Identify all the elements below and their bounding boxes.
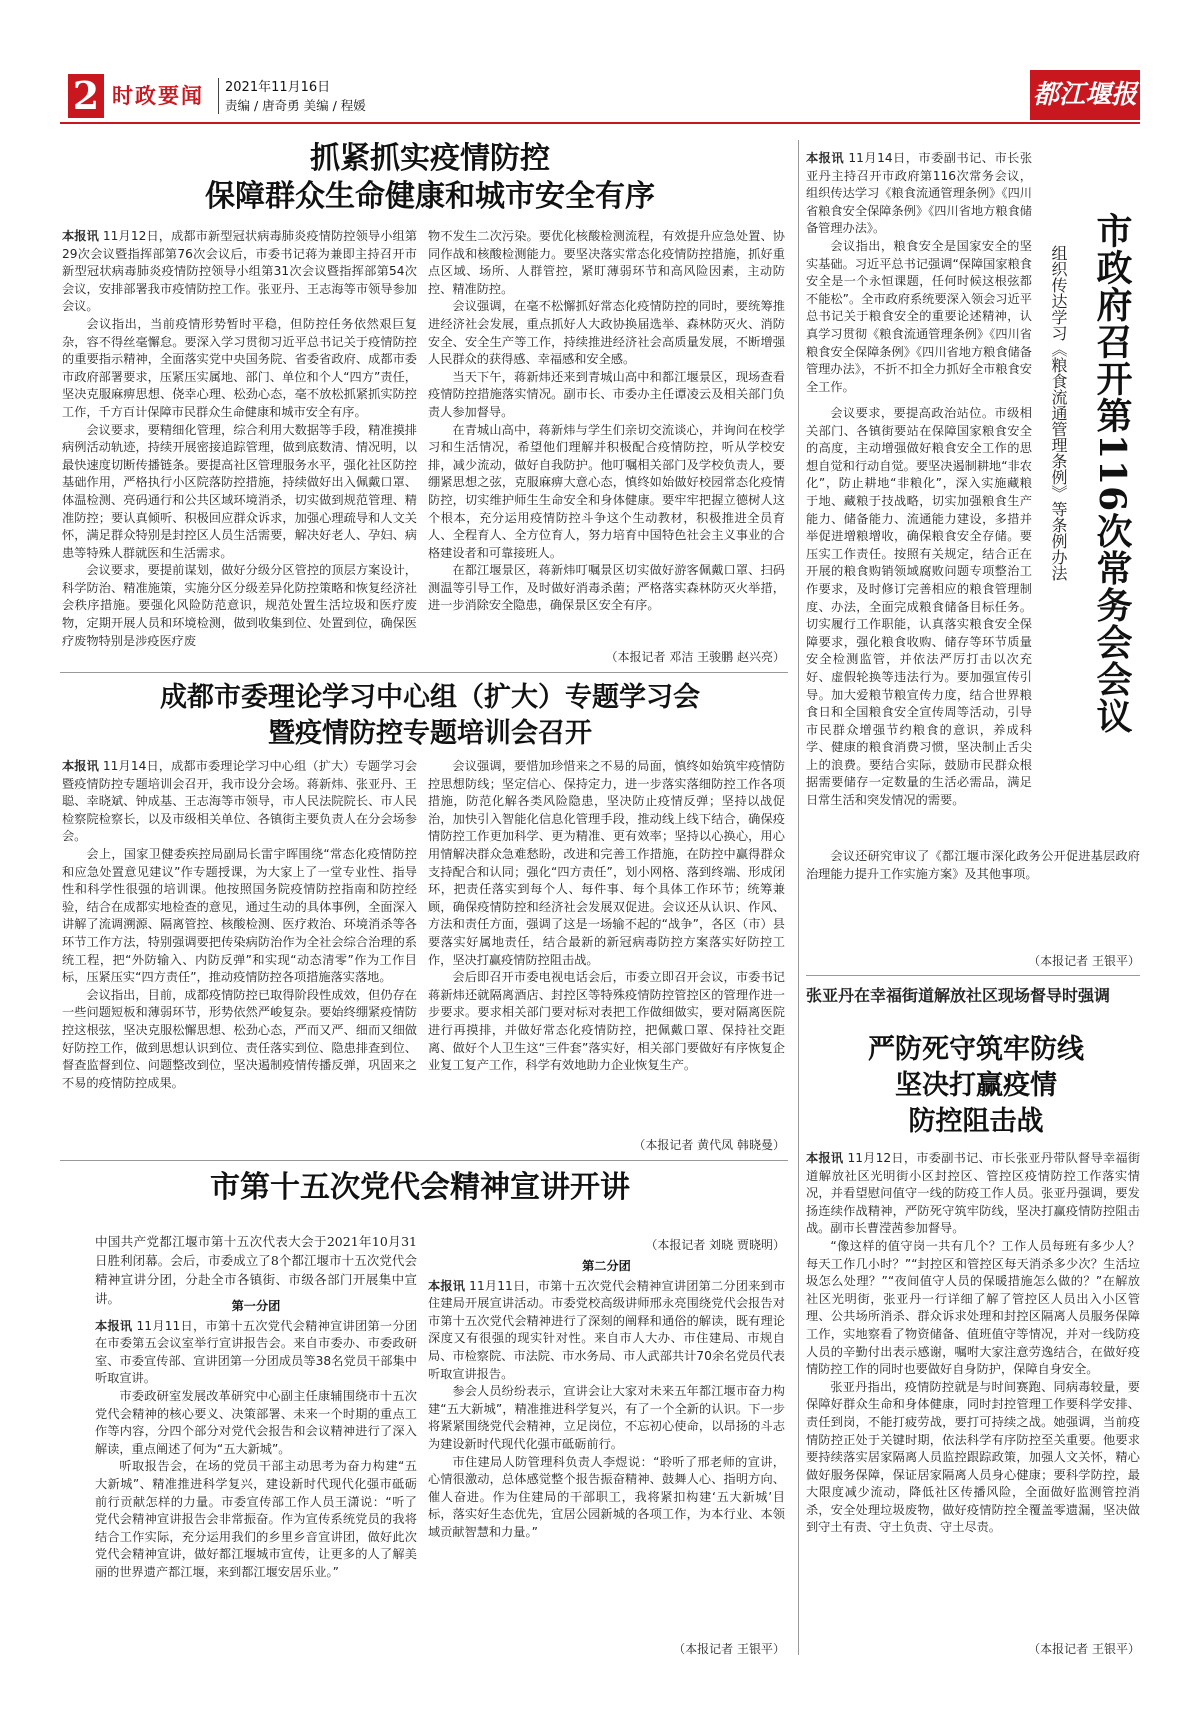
article-column (62, 758, 417, 1153)
headline-line: 保障群众生命健康和城市安全有序 (205, 179, 655, 214)
body-paragraph: 在都江堰景区，蒋新炜叮嘱景区切实做好游客佩戴口罩、扫码测温等引导工作，及时做好消毒杀菌；严格落实森林防灭火举措，进一步消除安全隐患，确保景区安全有序。 (428, 563, 785, 613)
page-number: 2 (68, 74, 104, 118)
lead-keyword: 本报讯 (428, 1278, 466, 1293)
article-headline (80, 680, 780, 752)
body-paragraph: 参会人员纷纷表示，宣讲会让大家对未来五年都江堰市奋力构建“五大新城”，精准推进科学复兴，有了一个全新的认识。下一步将紧紧围绕党代会精神，立足岗位，不忘初心使命，以昂扬的斗志为建设新时代现代化强市砥砺前行。 (428, 1384, 785, 1451)
article-headline (806, 1032, 1146, 1140)
body-paragraph: 会议强调，在毫不松懈抓好常态化疫情防控的同时，要统筹推进经济社会发展，重点抓好人大政协换届选举、森林防灭火、消防安全、安全生产等工作，持续推进经济社会高质量发展，不断增强人民群众的获得感、幸福感和安全感。 (428, 299, 785, 367)
lead-paragraph (806, 1150, 1140, 1238)
byline: （本报记者 王银平） (673, 1642, 785, 1656)
headline-line: 成都市委理论学习中心组（扩大）专题学习会 (160, 682, 700, 713)
lead-keyword: 本报讯 (62, 759, 99, 773)
lead-keyword: 本报讯 (806, 1151, 844, 1165)
lead-text: 11月11日，市第十五次党代会精神宣讲团第一分团在市委第五会议室举行宣讲报告会。来自市委办、市委政研室、市委宣传部、宣讲团第一分团成员等38名党员干部集中听取宣讲。 (95, 1318, 418, 1386)
body-paragraph: 市委政研室发展改革研究中心副主任康辅围绕市十五次党代会精神的核心要义、决策部署、未来一个时期的重点工作等内容，分四个部分对党代会报告和会议精神进行了深入解读，重点阐述了何为“五大新城”。 (95, 1388, 417, 1456)
headline-line: 防控阻击战 (908, 1106, 1044, 1137)
vertical-subheadline: 组织传达学习《粮食流通管理条例》等条例办法 (1049, 245, 1068, 581)
byline: （本报记者 王银平） (1028, 954, 1140, 968)
body-paragraph: 市住建局人防管理科负责人李煜说：“聆听了邢老师的宣讲，心情很激动，总体感觉整个报告振奋精神、鼓舞人心、指明方向、催人奋进。作为住建局的干部职工，我将紧扣构建‘五大新城’目标，落实好生态优先，宜居公园新城的各项工作，为本行业、本领域贡献智慧和力量。” (428, 1454, 785, 1539)
issue-date: 2021年11月16日 (225, 80, 331, 95)
body-paragraph: 会上，国家卫健委疾控局副局长雷宇晖围绕“常态化疫情防控和应急处置意见建议”作专题授课，为大家上了一堂专业性、指导性和科学性很强的培训课。他按照国务院疫情防控指南和防控经验，结合在成都实地检查的意见，通过生动的具体事例，全面深入讲解了流调溯源、隔离管控、核酸检测、医疗救治、环境消杀等各环节工作方法，特别强调要把传染病防治作为全社会综合治理的系统工程，把“外防输入、内防反弹”和实现“动态清零”作为工作目标，压紧压实“四方责任”，推动疫情防控各项措施落实落地。 (62, 846, 417, 985)
subsection-heading: 第二分团 (582, 1259, 631, 1273)
section-divider (60, 1160, 788, 1161)
body-paragraph: 当天下午，蒋新炜还来到青城山高中和都江堰景区，现场查看疫情防控措施落实情况。副市长、市委办主任谭凌云及相关部门负责人参加督导。 (428, 369, 785, 419)
lead-text: 11月12日，市委副书记、市长张亚丹带队督导幸福街道解放社区光明街小区封控区、管控区疫情防控工作落实情况，并看望慰问值守一线的防疫工作人员。张亚丹强调，要发扬连续作战精神，严防死守筑牢防线，坚决打赢疫情防控阻击战。副市长曹滢茜参加督导。 (806, 1151, 1141, 1236)
lead-keyword: 本报讯 (806, 151, 845, 165)
article-column (95, 1296, 417, 1656)
body-paragraph: 会议指出，粮食安全是国家安全的坚实基础。习近平总书记强调“保障国家粮食安全是一个永恒课题，任何时候这根弦都不能松”。全市政府系统要深入领会习近平总书记关于粮食安全的重要论述精神，认真学习贯彻《粮食流通管理条例》《四川省粮食安全保障条例》《四川省地方粮食储备管理办法》，不折不扣全力抓好全市粮食安全工作。 (806, 238, 1032, 394)
body-paragraph: 会后即召开市委电视电话会后，市委立即召开会议，市委书记蒋新炜还就隔离酒店、封控区等特殊疫情防控管控区的管理作进一步要求。要求相关部门要对标对表把工作做细做实，要对隔离医院进行再摸排，并做好常态化疫情防控，把佩戴口罩、保持社交距离、做好个人卫生这“三件套”落实好，相关部门要做好有序恢复企业复工复产工作，科学有效地助力企业恢复生产。 (428, 970, 785, 1073)
headline-line: 抓紧抓实疫情防控 (310, 141, 550, 176)
newspaper-logo: 都江堰报 (1030, 70, 1140, 120)
article-column (428, 228, 785, 633)
lead-paragraph (428, 1278, 785, 1384)
header-rule (60, 122, 1140, 124)
article-headline (80, 140, 780, 216)
lead-paragraph (95, 1318, 417, 1388)
body-paragraph: 会议还研究审议了《都江堰市深化政务公开促进基层政府治理能力提升工作实施方案》及其他事项。 (806, 849, 1140, 881)
body-paragraph: 在青城山高中，蒋新炜与学生们亲切交流谈心，并询问在校学习和生活情况，希望他们理解并积极配合疫情防控，听从学校安排，减少流动，做好自我防护。他叮嘱相关部门及学校负责人，要绷紧思想之弦，克服麻痹大意心态，慎终如始做好校园常态化疫情防控，切实维护师生生命安全和身体健康。要牢牢把握立德树人这个根本，充分运用疫情防控斗争这个生动教材，积极推进全员育人、全程育人、全方位育人，努力培育中国特色社会主义事业的合格建设者和可靠接班人。 (428, 422, 785, 560)
body-paragraph: 会议要求，要提高政治站位。市级相关部门、各镇街要站在保障国家粮食安全的高度，主动增强做好粮食安全工作的思想自觉和行动自觉。要坚决遏制耕地“非农化”，防止耕地“非粮化”，深入实施藏粮于地、藏粮于技战略，切实加强粮食生产能力、储备能力、流通能力建设，多措并举促进增粮增收，确保粮食安全存储。要压实工作责任。按照有关规定，结合正在开展的粮食购销领域腐败问题专项整治工作要求，及时修订完善相应的粮食管理制度、办法，全面完成粮食储备目标任务。切实履行工作职能，认真落实粮食安全保障要求，强化粮食收购、储存等环节质量安全检测监管，并依法严厉打击以次充好、虚假轮换等违法行为。要加强宣传引导。加大爱粮节粮宣传力度，结合世界粮食日和全国粮食安全宣传周等活动，引导市民群众增强节约粮食的意识，养成科学、健康的粮食消费习惯，坚决制止舌尖上的浪费。要结合实际，鼓励市民群众根据需要储存一定数量的生活必需品，满足日常生活和突发情况的需要。 (806, 406, 1032, 808)
section-name: 时政要闻 (112, 84, 204, 108)
body-paragraph: 会议要求，要精细化管理，综合利用大数据等手段，精准摸排病例活动轨迹，持续开展密接追踪管理，做到底数清、情况明，以最快速度切断传播链条。要提高社区管理服务水平，强化社区防控基础作用，严格执行小区院落防控措施，持续做好出入佩戴口罩、体温检测、亮码通行和公共区域环境消杀，切实做到规范管理、精准防控；要认真倾听、积极回应群众诉求，加强心理疏导和人文关怀，满足群众特别是封控区人员生活需要，解决好老人、孕妇、病患等特殊人群就医和生活需求。 (62, 422, 417, 560)
header-divider (218, 78, 219, 114)
article-column (806, 848, 1140, 948)
body-paragraph: 会议要求，要提前谋划，做好分级分区管控的顶层方案设计，科学防治、精准施策，实施分区分级差异化防控策略和恢复经济社会秩序措施。要强化风险防范意识，规范处置生活垃圾和医疗废物，定期开展人员和环境检测，做到收集到位、处置到位，确保医疗废物特别是涉疫医疗废 (62, 563, 417, 648)
lead-paragraph (62, 228, 417, 316)
page-header (60, 70, 1140, 125)
article-column (428, 758, 785, 1133)
lead-text: 11月11日，市第十五次党代会精神宣讲团第二分团来到市住建局开展宣讲活动。市委党校高级讲师邢永亮围绕党代会报告对市第十五次党代会精神进行了深刻的阐释和通俗的解读，既有理论深度又有很强的现实针对性。来自市人大办、市住建局、市规自局、市检察院、市法院、市水务局、市人武部共计70余名党员代表听取宣讲报告。 (428, 1278, 786, 1381)
article-column (806, 1150, 1140, 1635)
headline-line: 坚决打赢疫情 (895, 1070, 1057, 1101)
body-paragraph: 会议强调，要惜加珍惜来之不易的局面，慎终如始筑牢疫情防控思想防线；坚定信心、保持定力，进一步落实落细防控工作各项措施，防范化解各类风险隐患，坚决防止疫情反弹；坚持以战促治，加快引入智能化信息化管理手段，推动线上线下结合，确保疫情防控工作更加科学、更为精准、更有效率；坚持以心换心，用心用情解决群众急难愁盼，改进和完善工作措施，在防控中赢得群众支持配合和认同；强化“四方责任”，划小网格、落到终端、形成闭环，把责任落实到每个人、每件事、每个具体工作环节；统筹兼顾，确保疫情防控和经济社会发展双促进。会议还从认识、作风、方法和责任方面，强调了这是一场输不起的“战争”，各区（市）县要落实好属地责任，结合最新的新冠病毒防控方案落实好防控工作，坚决打赢疫情防控阻击战。 (428, 759, 785, 967)
lead-paragraph (806, 150, 1032, 238)
body-paragraph: 物不发生二次污染。要优化核酸检测流程，有效提升应急处置、协同作战和核酸检测能力。要坚决落实常态化疫情防控措施，抓好重点区域、场所、人群管控，紧盯薄弱环节和高风险因素，主动防控、精准防控。 (428, 229, 785, 296)
body-paragraph: “像这样的值守岗一共有几个？工作人员每班有多少人？每天工作几小时？”“封控区和管控区每天消杀多少次？生活垃圾怎么处理？”“夜间值守人员的保暖措施怎么做的？”在解放社区光明街，张亚丹一行详细了解了管控区人员出入小区管理、公共场所消杀、群众诉求处理和封控区隔离人员服务保障工作，实地察看了物资储备、值班值守等情况，并对一线防疫人员的辛勤付出表示感谢，嘱咐大家注意劳逸结合，在做好疫情防控工作的同时也要做好自身防护，保障自身安全。 (806, 1238, 1140, 1377)
article-intro: 中国共产党都江堰市第十五次代表大会于2021年10月31日胜利闭幕。会后，市委成立了8个都江堰市十五次党代会精神宣讲分团，分赴全市各镇街、市级各部门开展集中宣讲。 (95, 1234, 417, 1306)
byline: （本报记者 王银平） (1028, 1642, 1140, 1656)
article-column (62, 228, 417, 658)
body-paragraph: 张亚丹指出，疫情防控就是与时间赛跑、同病毒较量，要保障好群众生命和身体健康，同时封控管理工作要科学安排、责任到岗，不能打疲劳战，要打可持续之战。她强调，当前疫情防控正处于关键时期，依法科学有序防控至关重要。他要求要持续落实居家隔离人员监控跟踪政策，加强人文关怀，精心做好服务保障，保证居家隔离人员身心健康；要科学防控，最大限度减少流动，降低社区传播风险，全面做好监测管控消杀，安全处理垃圾废物，做好疫情防控全覆盖零遗漏，坚决做到守土有责、守土负责、守土尽责。 (806, 1379, 1140, 1535)
subsection-heading: 第一分团 (231, 1299, 281, 1313)
lead-text: 11月14日，市委副书记、市长张亚丹主持召开市政府第116次常务会议，组织传达学习《粮食流通管理条例》《四川省粮食安全保障条例》《四川省地方粮食储备管理办法》。 (806, 151, 1033, 236)
body-paragraph: 会议指出，当前疫情形势暂时平稳，但防控任务依然艰巨复杂，容不得丝毫懈怠。要深入学习贯彻习近平总书记关于疫情防控的重要指示精神，全面落实党中央国务院、省委省政府、成都市委市政府部署要求，压紧压实属地、部门、单位和个人“四方”责任，坚决克服麻痹思想、侥幸心理、松劲心态，毫不放松抓紧抓实防控工作，千方百计保障市民群众生命健康和城市安全有序。 (62, 316, 417, 419)
lead-keyword: 本报讯 (62, 229, 99, 243)
article-column (806, 405, 1032, 845)
byline: （本报记者 邓洁 王骏鹏 赵兴亮） (605, 650, 785, 664)
headline-line: 暨疫情防控专题培训会召开 (268, 718, 592, 749)
body-paragraph: 听取报告会，在场的党员干部主动思考为奋力构建“五大新城”、精准推进科学复兴，建设新时代现代化强市砥砺前行贡献怎样的力量。市委宣传部工作人员王潇说：“听了党代会精神宣讲报告会非常振奋。作为宣传系统党员的我将结合工作实际，充分运用我们的乡里乡音宣讲团，做好此次党代会精神宣讲，做好都江堰城市宣传，让更多的人了解美丽的世界遗产都江堰，来到都江堰安居乐业。” (95, 1459, 417, 1579)
section-divider (806, 975, 1140, 976)
byline: （本报记者 黄代凤 韩晓曼） (633, 1138, 785, 1152)
vertical-headline: 市政府召开第116次常务会会议 (1091, 212, 1133, 735)
lead-paragraph (62, 758, 417, 846)
article-kicker: 张亚丹在幸福街道解放社区现场督导时强调 (806, 986, 1111, 1005)
body-paragraph: 会议指出，目前，成都疫情防控已取得阶段性成效，但仍存在一些问题短板和薄弱环节，形势依然严峻复杂。要始终绷紧疫情防控这根弦，坚决克服松懈思想、松劲心态，严而又严、细而又细做好防控工作，做到思想认识到位、责任落实到位、隐患排查到位、督查监督到位、问题整改到位，坚决遏制疫情传播反弹，巩固来之不易的疫情防控成果。 (62, 987, 417, 1090)
article-headline: 市第十五次党代会精神宣讲开讲 (210, 1170, 630, 1205)
article-column (428, 1256, 785, 1636)
column-divider (798, 140, 799, 1655)
editors-credit: 责编 / 唐奇勇 美编 / 程媛 (225, 98, 366, 113)
lead-text: 11月14日，成都市委理论学习中心组（扩大）专题学习会暨疫情防控专题培训会召开，我市设分会场。蒋新炜、张亚丹、王聪、幸晓斌、钟成基、王志海等市领导，市人民法院院长、市人民检察院检察长，以及市级相关单位、各镇街主要负责人在分会场参会。 (62, 759, 418, 844)
headline-line: 严防死守筑牢防线 (868, 1034, 1084, 1065)
byline: （本报记者 刘晓 贾晓明） (645, 1238, 785, 1252)
section-divider (60, 672, 788, 673)
lead-text: 11月12日，成都市新型冠状病毒肺炎疫情防控领导小组第29次会议暨指挥部第76次会议后，市委书记蒋为兼即主持召开市新型冠状病毒肺炎疫情防控领导小组第31次会议暨指挥部第54次会议，安排部署我市疫情防控工作。张亚丹、王志海等市领导参加会议。 (62, 229, 418, 314)
article-column (806, 150, 1032, 400)
lead-keyword: 本报讯 (95, 1318, 133, 1333)
